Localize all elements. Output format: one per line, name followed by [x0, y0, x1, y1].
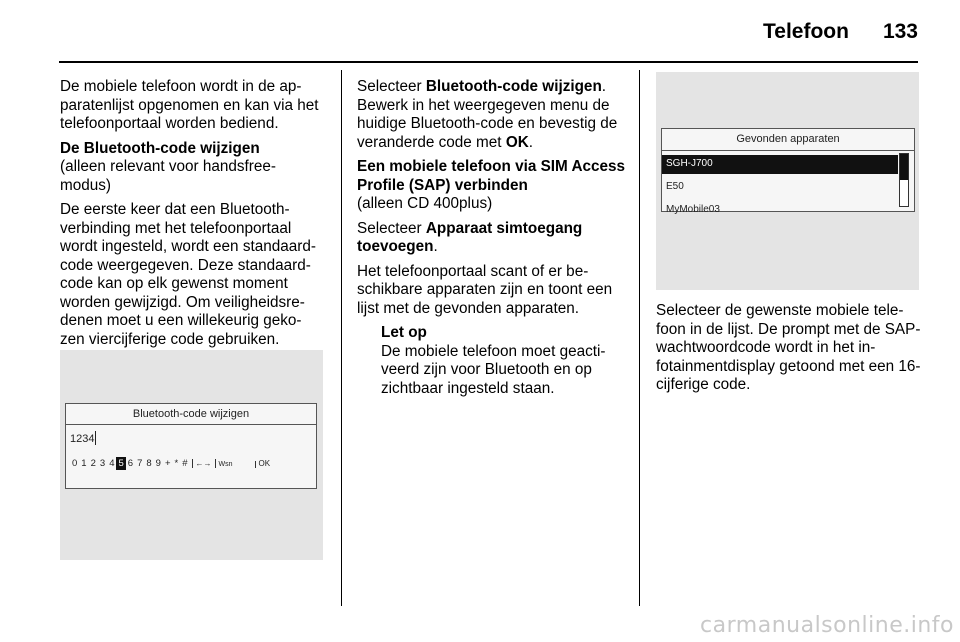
key-3[interactable]: 3: [99, 458, 106, 469]
key-row: [66, 449, 316, 470]
screenshot-bluetooth-code: [60, 350, 323, 560]
display-title: Bluetooth-code wijzigen: [132, 408, 250, 420]
section-heading-bluetooth-code: De Bluetooth-code wijzigen: [60, 139, 260, 157]
select-device-paragraph: Selecteer de gewenste mobiele tele-foon in de lijst. De prompt met de SAP-wachtwoordcode wordt in het in-fotainmentdisplay getoond met een 16-cijferige code.: [656, 302, 921, 393]
key-2[interactable]: 2: [90, 458, 96, 469]
section-note: (alleen relevant voor handsfree-modus): [60, 158, 276, 194]
scrollbar-thumb[interactable]: [900, 154, 908, 180]
column-divider-1: [341, 70, 342, 606]
page-header: [763, 20, 918, 44]
device-item[interactable]: MyMobile03: [666, 204, 720, 215]
key-10[interactable]: +: [164, 458, 171, 469]
code-value: 1234: [70, 433, 95, 445]
column-divider-2: [639, 70, 640, 606]
section-heading-sap: Een mobiele telefoon via SIM Access Profile (SAP) verbinden: [357, 158, 626, 194]
header-rule: [59, 61, 918, 63]
select-paragraph: Selecteer Bluetooth-code wijzigen. Bewerk in het weergegeven menu de huidige Bluetooth-code en bevestig de veranderde code met OK.: [357, 78, 618, 151]
key-8[interactable]: 8: [146, 458, 152, 469]
key-6[interactable]: 6: [127, 458, 134, 469]
note-title: Let op: [381, 324, 427, 341]
delete-key[interactable]: Wsn: [216, 461, 256, 468]
device-item[interactable]: E50: [666, 181, 684, 192]
display-found-devices: [661, 128, 915, 215]
ok-key[interactable]: OK: [258, 459, 271, 468]
key-4[interactable]: 4: [109, 458, 115, 469]
page-number: 133: [882, 20, 918, 43]
cursor-arrows-icon[interactable]: ←→: [192, 459, 216, 468]
key-12[interactable]: #: [182, 458, 188, 469]
device-list: [662, 155, 898, 220]
display-title-devices: Gevonden apparaten: [736, 133, 840, 145]
code-entry: [66, 425, 316, 449]
key-9[interactable]: 9: [155, 458, 161, 469]
column-2: [357, 78, 627, 398]
device-item[interactable]: SGH-J700: [662, 155, 898, 174]
scan-paragraph: Het telefoonportaal scant of er be-schikbare apparaten zijn en toont een lijst met de gevonden apparaten.: [357, 262, 613, 317]
body-paragraph: De eerste keer dat een Bluetooth-verbinding met het telefoonportaal wordt ingesteld, wordt een standaard-code weergegeven. Deze standaard-code kan op elk gewenst moment worden gewijzigd. Om veiligheidsre-denen moet u een willekeurig geko-zen viercijferige code gebruiken.: [60, 201, 316, 348]
select2-paragraph: Selecteer Apparaat simtoegang toevoegen.: [357, 219, 583, 255]
key-0[interactable]: 0: [72, 458, 78, 469]
menu-add-sim-access: Apparaat simtoegang toevoegen: [357, 219, 583, 255]
screenshot-found-devices: [656, 72, 919, 290]
column-1: [60, 78, 326, 355]
key-11[interactable]: *: [174, 458, 179, 469]
section-note-sap: (alleen CD 400plus): [357, 195, 493, 212]
note-text: De mobiele telefoon moet geacti-veerd zijn voor Bluetooth en op zichtbaar ingesteld staan.: [381, 342, 606, 397]
watermark: carmanualsonline.info: [700, 613, 954, 638]
display-bluetooth-code: [65, 403, 317, 489]
ok-label: OK: [505, 133, 529, 151]
list-scrollbar[interactable]: [899, 153, 909, 207]
intro-paragraph: De mobiele telefoon wordt in de ap-paratenlijst opgenomen en kan via het telefoonportaal worden bediend.: [60, 78, 319, 132]
page-title: Telefoon: [763, 20, 849, 43]
key-1[interactable]: 1: [81, 458, 87, 469]
menu-bluetooth-code: Bluetooth-code wijzigen: [425, 78, 602, 95]
note-block: [357, 324, 627, 398]
column-3: [656, 302, 922, 401]
key-5[interactable]: 5: [118, 458, 124, 469]
key-7[interactable]: 7: [137, 458, 143, 469]
